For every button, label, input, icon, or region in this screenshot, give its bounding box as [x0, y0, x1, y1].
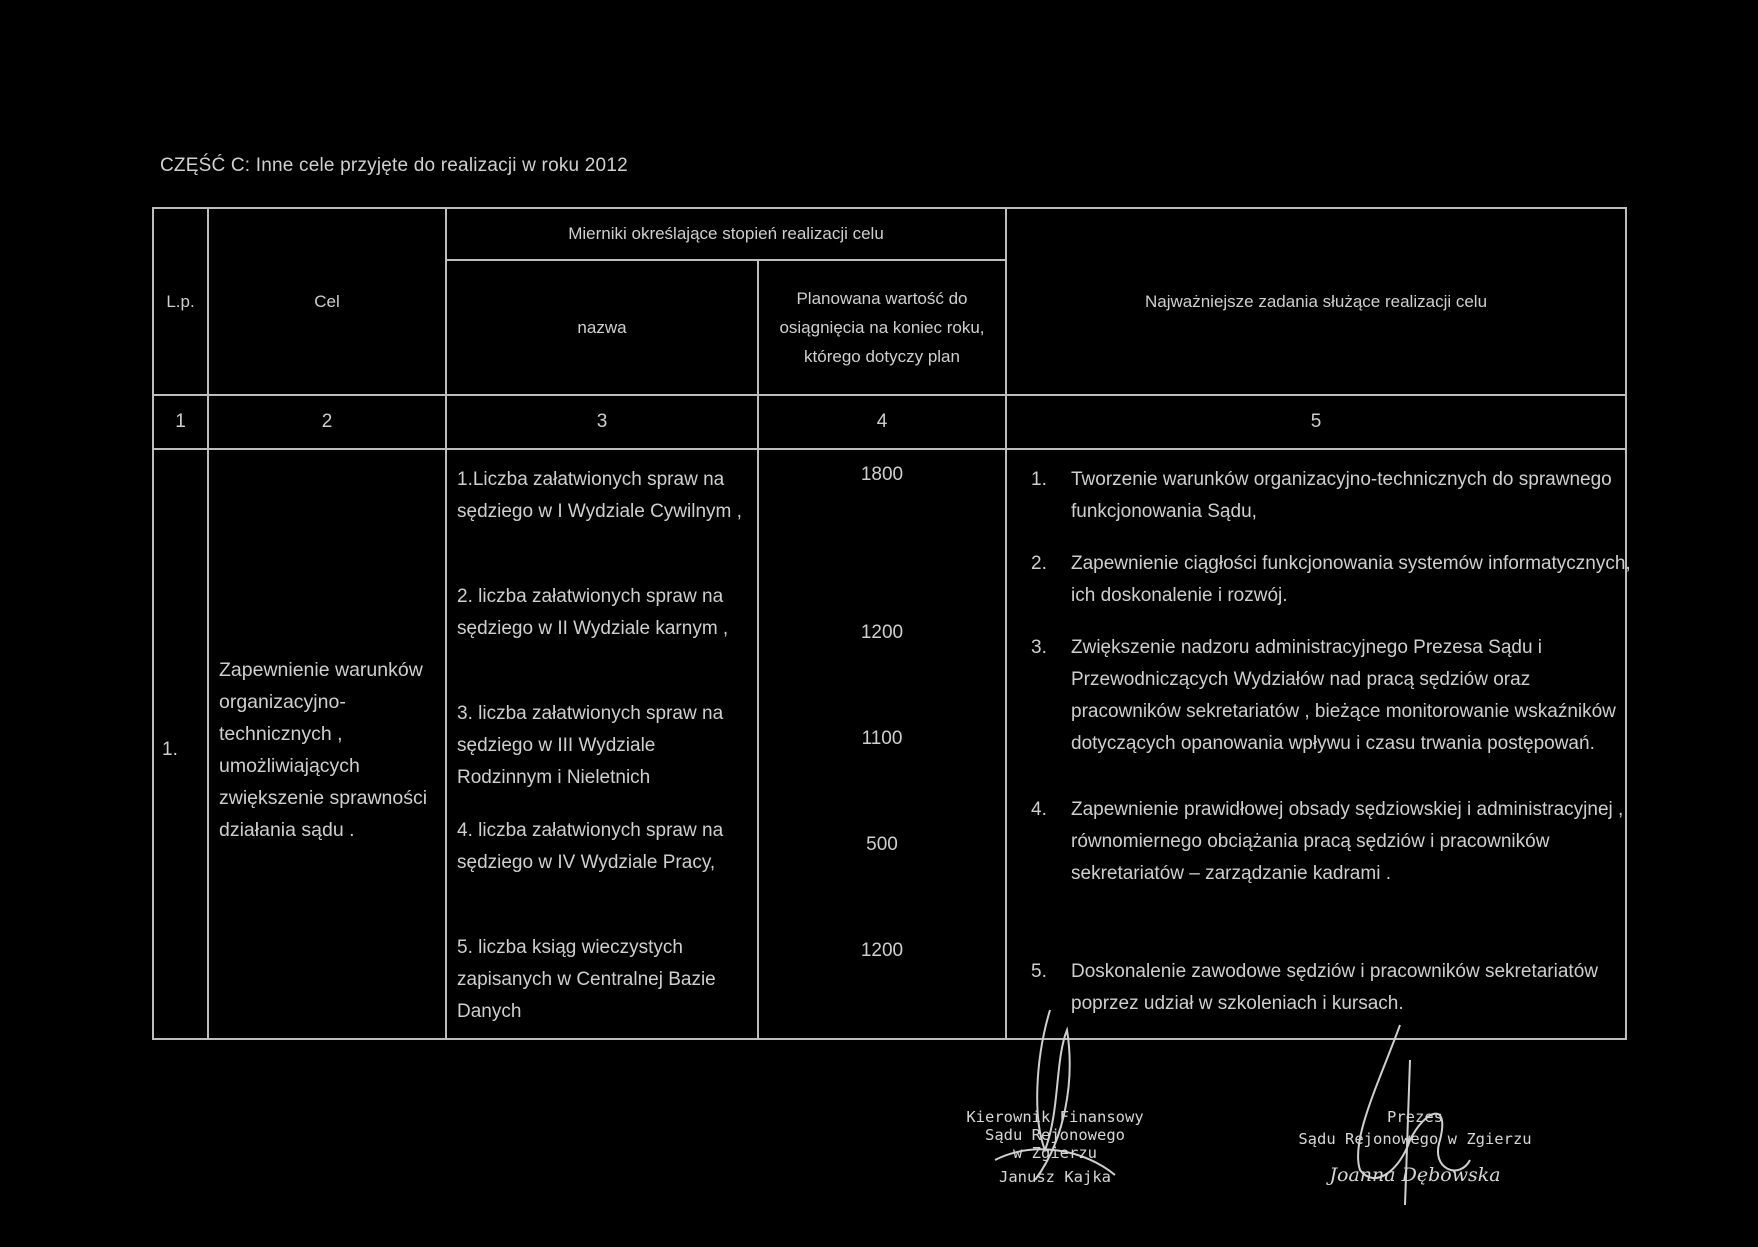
tasks-cell: [1006, 449, 1631, 1039]
page-title: CZĘŚĆ C: Inne cele przyjęte do realizacji w roku 2012: [160, 155, 628, 176]
signature-line: w Zgierzu: [1013, 1144, 1097, 1162]
measures-list: [447, 464, 757, 1024]
measures-cell: [446, 449, 758, 1039]
values-list: [759, 464, 1005, 1024]
handwritten-signature-right: [1330, 1020, 1480, 1210]
task-item: [1031, 548, 1631, 612]
signature-line: Sądu Rejonowego w Zgierzu: [1298, 1130, 1532, 1148]
signature-name: Janusz Kajka: [999, 1168, 1111, 1186]
task-item: [1031, 632, 1631, 760]
measure-name: 2. liczba załatwionych spraw na sędziego w II Wydziale karnym ,: [457, 586, 729, 639]
signature-line: Sądu Rejonowego: [985, 1126, 1125, 1144]
task-text: Doskonalenie zawodowe sędziów i pracowników sekretariatów poprzez udział w szkoleniach i kursach.: [1071, 961, 1598, 1014]
task-number: 5.: [1031, 961, 1047, 982]
header-lp: L.p.: [153, 208, 208, 395]
measure-value: 1100: [861, 728, 903, 749]
task-item: [1031, 794, 1631, 890]
measure-value: 500: [866, 834, 898, 855]
task-text: Zapewnienie ciągłości funkcjonowania systemów informatycznych, ich doskonalenie i rozwój.: [1071, 553, 1631, 606]
signature-name: Joanna Dębowska: [1329, 1164, 1501, 1186]
values-cell: [758, 449, 1006, 1039]
task-number: 4.: [1031, 799, 1047, 820]
header-zadania: Najważniejsze zadania służące realizacji celu: [1006, 208, 1626, 395]
signature-line: Kierownik Finansowy: [966, 1108, 1144, 1126]
row-lp: 1.: [153, 449, 208, 1039]
handwritten-signature-left: [975, 1000, 1135, 1200]
measure-name: 3. liczba załatwionych spraw na sędziego w III Wydziale Rodzinnym i Nieletnich: [457, 703, 724, 788]
header-mierniki: Mierniki określające stopień realizacji celu: [446, 208, 1006, 260]
measure-name: 5. liczba ksiąg wieczystych zapisanych w Centralnej Bazie Danych: [457, 937, 716, 1022]
measure-value: 1200: [860, 940, 904, 961]
column-number: 3: [446, 395, 758, 449]
row-cel: Zapewnienie warunków organizacyjno-technicznych , umożliwiających zwiększenie sprawności działania sądu .: [208, 449, 446, 1039]
header-cel: Cel: [208, 208, 446, 395]
table-row: [153, 449, 1626, 1039]
header-planowana: Planowana wartość do osiągnięcia na koniec roku, którego dotyczy plan: [758, 260, 1006, 395]
column-number: 1: [153, 395, 208, 449]
plan-table: [152, 207, 1631, 1040]
column-number-row: [153, 395, 1626, 449]
task-text: Zapewnienie prawidłowej obsady sędziowskiej i administracyjnej , równomiernego obciążania pracą sędziów i pracowników sekretariatów – zarządzanie kadrami .: [1071, 799, 1624, 884]
measure-name: 1.Liczba załatwionych spraw na sędziego w I Wydziale Cywilnym ,: [457, 469, 742, 522]
signature-line: Prezes: [1387, 1108, 1443, 1126]
column-number: 5: [1006, 395, 1626, 449]
task-text: Tworzenie warunków organizacyjno-technicznych do sprawnego funkcjonowania Sądu,: [1071, 469, 1612, 522]
header-row-1: [153, 208, 1626, 260]
column-number: 2: [208, 395, 446, 449]
task-item: [1031, 464, 1631, 528]
measure-name: 4. liczba załatwionych spraw na sędziego w IV Wydziale Pracy,: [457, 820, 724, 873]
measure-value: 1800: [860, 464, 904, 485]
task-number: 1.: [1031, 469, 1047, 490]
task-number: 2.: [1031, 553, 1047, 574]
measure-value: 1200: [860, 622, 904, 643]
tasks-list: [1007, 464, 1631, 1024]
task-text: Zwiększenie nadzoru administracyjnego Prezesa Sądu i Przewodniczących Wydziałów nad pracą sędziów oraz pracowników sekretariatów , bieżące monitorowanie wskaźników dotyczących opanowania wpływu i czasu trwania postępowań.: [1071, 637, 1616, 754]
header-nazwa: nazwa: [446, 260, 758, 395]
task-number: 3.: [1031, 637, 1047, 658]
column-number: 4: [758, 395, 1006, 449]
